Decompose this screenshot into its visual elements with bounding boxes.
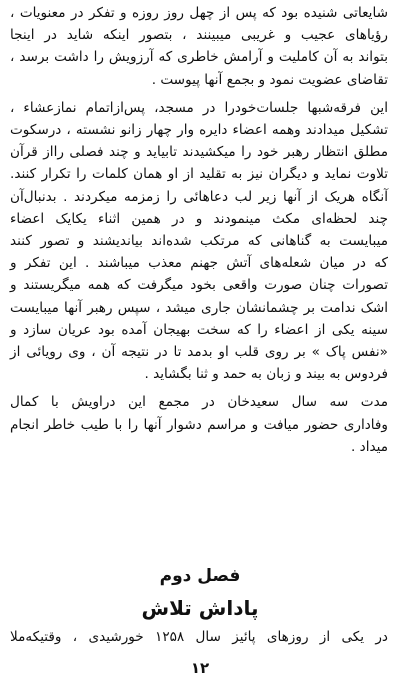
text-line: سینه یکی از اعضاء را که سخت بهیجان آمده بود عریان سازد و: [10, 321, 388, 338]
text-line: بتواند به آن کاملیت و آرامش خاطری که آرزویش را داشت برسد ،: [10, 49, 388, 66]
chapter-label: فصل دوم: [159, 566, 241, 586]
text-line: میبایست به گناهانی که مرتکب شده‌اند بیاندیشند و تصور کنند: [10, 233, 388, 250]
text-line: اشک ندامت بر چشمانشان جاری میشد ، سپس رهبر آنها میبایست: [10, 299, 388, 316]
text-line: تقاضای عضویت نمود و بجمع آنها پیوست .: [151, 71, 388, 88]
text-line: مطلق انتظار رهبر خود را میکشیدند تابیاید و چند فصلی رااز قرآن: [10, 144, 388, 161]
text-line: آنگاه هریک از آنها زیر لب دعاهائی را زمزمه میکردند . بدنبال‌آن: [10, 188, 388, 205]
chapter-title: پاداش تلاش: [141, 596, 259, 620]
text-line: میداد .: [351, 438, 388, 455]
paragraph: [10, 2, 388, 91]
text-line: وفاداری حضور میافت و مراسم دشوار آنها را با طیب خاطر انجام: [10, 416, 388, 433]
text-line: فردوس به بیند و زبان به حمد و ثنا بگشاید .: [144, 366, 388, 383]
paragraph: [10, 97, 388, 386]
text-line: شایعاتی شنیده بود که پس از چهل روز روزه و تفکر در معنویات ،: [10, 5, 388, 21]
chapter-opening-line: در یکی از روزهای پائیز سال ۱۲۵۸ خورشیدی ، وقتیکه‌ملا: [10, 629, 388, 645]
text-line: تشکیل میدادند وهمه اعضاء دایره وار چهار زانو نشسته ، درسکوت: [10, 122, 388, 139]
text-line: مدت سه سال سعیدخان در مجمع این دراویش با کمال: [10, 394, 388, 411]
text-line: این فرقه‌شبها جلسات‌خودرا در مسجد، پس‌ازاتمام نمازعشاء ،: [10, 99, 388, 116]
text-line: رؤیاهای عجیب و غریبی میبینند ، بتصور اینکه شاید در اینجا: [10, 27, 388, 44]
paragraph: [10, 391, 388, 458]
body-text: [10, 2, 388, 458]
text-line: تصورات چنان صورت واقعی بخود میگرفت که همه میگریستند و: [10, 277, 388, 294]
text-line: «نفس پاک » بر روی قلب او بدمد تا در نتیجه آن ، وی رویائی از: [10, 344, 388, 361]
text-line: که در میان شعله‌های آتش جهنم معذب میباشند . این تفکر و: [10, 255, 388, 272]
text-line: چند لحظه‌ای مکث مینمودند و در همین اثناء یکایک اعضاء: [10, 210, 388, 227]
page-number: ۱۲: [190, 659, 210, 677]
text-line: تلاوت نماید و دیگران نیز به تقلید از او همان کلمات را تکرار کنند.: [10, 166, 388, 183]
